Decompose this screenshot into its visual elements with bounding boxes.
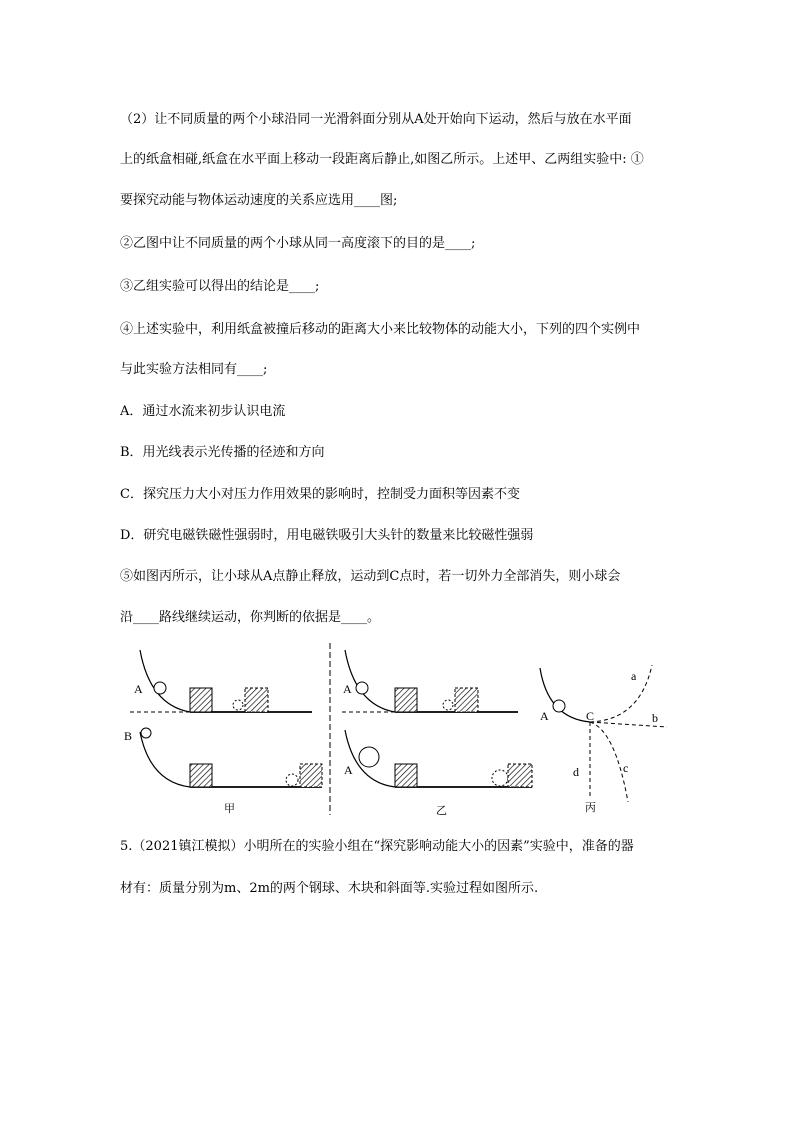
- paper-box: [190, 764, 212, 787]
- question-line-4: ②乙图中让不同质量的两个小球从同一高度滚下的目的是____;: [120, 236, 476, 251]
- label-b: b: [652, 711, 658, 725]
- question-line-3: 要探究动能与物体运动速度的关系应选用____图;: [120, 193, 398, 208]
- ball: [154, 682, 166, 694]
- panel-yi-bottom: [345, 730, 532, 787]
- label-d: d: [573, 765, 579, 779]
- label-A-bing: A: [540, 709, 549, 723]
- incline-curve: [140, 732, 190, 787]
- option-a: A．通过水流来初步认识电流: [120, 404, 286, 419]
- paper-box: [190, 688, 212, 712]
- caption-jia: 甲: [224, 802, 235, 815]
- question-line-12: ⑤如图丙所示，让小球从A点静止释放，运动到C点时，若一切外力全部消失，则小球会: [120, 569, 621, 584]
- question-line-1: （2）让不同质量的两个小球沿同一光滑斜面分别从A处开始向下运动，然后与放在水平面: [120, 112, 632, 127]
- incline-curve: [140, 650, 190, 712]
- question-line-2: 上的纸盒相碰,纸盒在水平面上移动一段距离后静止,如图乙所示。上述甲、乙两组实验中: ①: [120, 152, 644, 167]
- panel-jia-bottom: [140, 728, 322, 787]
- option-c: C．探究压力大小对压力作用效果的影响时，控制受力面积等因素不变: [120, 487, 520, 502]
- label-c: c: [623, 761, 629, 775]
- ball-dashed: [233, 700, 243, 710]
- label-B-jia: B: [124, 729, 133, 743]
- paper-box-moved: [508, 764, 532, 787]
- next-question-line-2: 材有：质量分别为m、2m的两个钢球、木块和斜面等.实验过程如图所示.: [120, 881, 539, 896]
- label-A-jia: A: [134, 682, 143, 696]
- incline-curve: [345, 650, 395, 712]
- next-question-line-1: 5.（2021镇江模拟）小明所在的实验小组在“探究影响动能大小的因素”实验中，准备的器: [120, 839, 634, 854]
- large-ball: [359, 747, 379, 767]
- question-line-6: ④上述实验中，利用纸盒被撞后移动的距离大小来比较物体的动能大小，下列的四个实例中: [120, 322, 641, 337]
- panel-jia-top: [130, 650, 312, 712]
- paper-box-moved: [245, 688, 268, 712]
- ball-dashed: [286, 774, 298, 786]
- label-A-yi-top: A: [343, 682, 352, 696]
- ball-dashed: [492, 770, 508, 786]
- question-line-13: 沿____路线继续运动，你判断的依据是____。: [120, 610, 381, 625]
- question-line-7: 与此实验方法相同有____;: [120, 362, 268, 377]
- ball-dashed: [443, 700, 453, 710]
- panel-yi-top: [342, 650, 518, 712]
- label-A-yi-bottom: A: [344, 763, 353, 777]
- option-b: B．用光线表示光传播的径迹和方向: [120, 445, 325, 460]
- ball: [553, 700, 565, 712]
- option-d: D．研究电磁铁磁性强弱时，用电磁铁吸引大头针的数量来比较磁性强弱: [120, 528, 534, 543]
- label-a: a: [631, 669, 637, 683]
- ball: [141, 728, 151, 738]
- paper-box-moved: [455, 688, 478, 712]
- caption-yi: 乙: [436, 804, 447, 817]
- caption-bing: 丙: [585, 801, 596, 814]
- ball: [356, 682, 368, 694]
- paper-box: [395, 764, 417, 787]
- paper-box-moved: [300, 764, 322, 787]
- path-a: [590, 665, 652, 722]
- panel-bing: [540, 665, 667, 802]
- paper-box: [395, 688, 417, 712]
- question-line-5: ③乙组实验可以得出的结论是____;: [120, 279, 320, 294]
- label-C: C: [586, 709, 595, 723]
